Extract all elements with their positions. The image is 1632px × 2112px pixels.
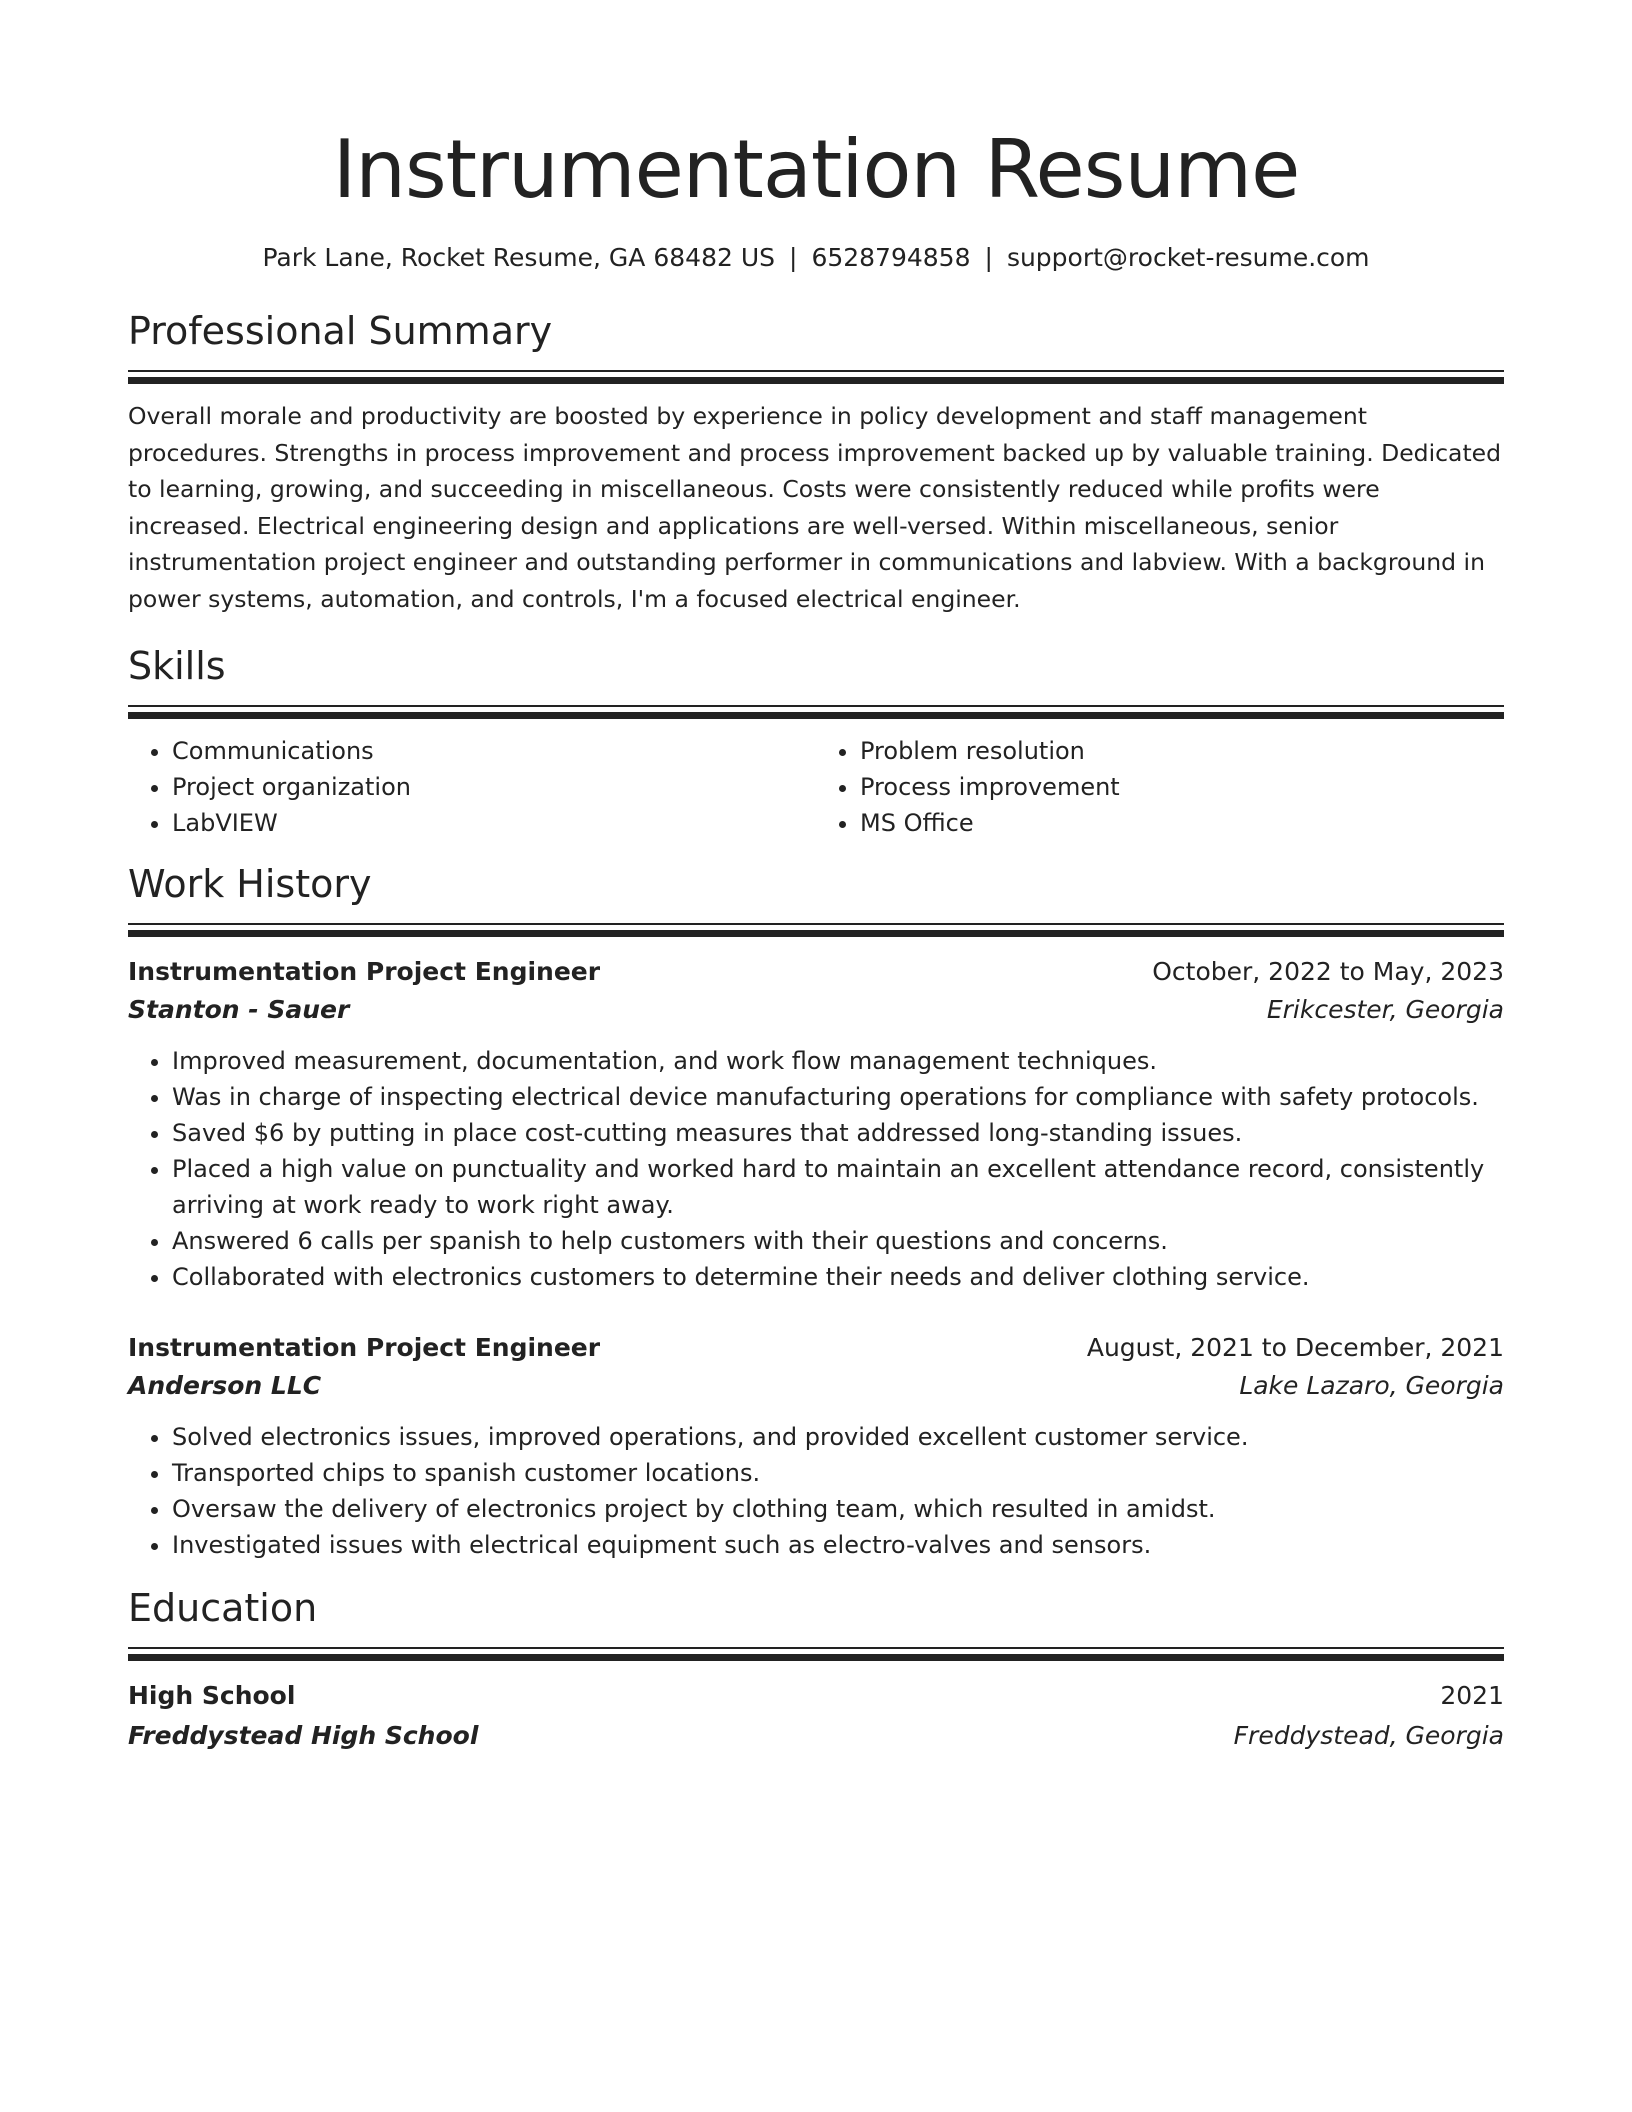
- job-dates: October, 2022 to May, 2023: [1152, 957, 1504, 986]
- job-bullet: • Collaborated with electronics customers to determine their needs and deliver clothing service.: [172, 1259, 1504, 1295]
- job-bullet: • Placed a high value on punctuality and worked hard to maintain an excellent attendance record, consistently arriving at work ready to work right away.: [172, 1151, 1504, 1223]
- section-divider: [128, 923, 1504, 937]
- education-school: Freddystead High School: [128, 1721, 479, 1750]
- section-divider: [128, 705, 1504, 719]
- job-bullet: • Investigated issues with electrical equipment such as electro-valves and sensors.: [172, 1527, 1504, 1563]
- section-divider: [128, 370, 1504, 384]
- job-company: Stanton - Sauer: [128, 995, 350, 1024]
- contact-line: [128, 242, 1504, 274]
- job-company-row: [128, 991, 1504, 1029]
- education-degree: High School: [128, 1681, 296, 1710]
- section-divider: [128, 1647, 1504, 1661]
- job-company: Anderson LLC: [128, 1371, 322, 1400]
- job-dates: August, 2021 to December, 2021: [1086, 1333, 1504, 1362]
- skill-item: • Process improvement: [860, 769, 1504, 805]
- skills-heading: Skills: [128, 644, 226, 688]
- job-bullets: [128, 1419, 1504, 1563]
- resume-page: [128, 0, 1504, 1755]
- contact-address: Park Lane, Rocket Resume, GA 68482 US: [262, 243, 775, 272]
- job-bullet: • Improved measurement, documentation, and work flow management techniques.: [172, 1043, 1504, 1079]
- skills-section: [128, 641, 1504, 841]
- education-header-row: [128, 1677, 1504, 1715]
- job-bullet: • Oversaw the delivery of electronics project by clothing team, which resulted in amidst.: [172, 1491, 1504, 1527]
- skill-item: • Problem resolution: [860, 733, 1504, 769]
- summary-section: [128, 306, 1504, 617]
- skill-item: • Communications: [172, 733, 816, 769]
- resume-title: Instrumentation Resume: [332, 123, 1300, 216]
- job-bullet: • Was in charge of inspecting electrical device manufacturing operations for compliance with safety protocols.: [172, 1079, 1504, 1115]
- job-header-row: [128, 1329, 1504, 1367]
- education-entry: [128, 1677, 1504, 1755]
- job-title: Instrumentation Project Engineer: [128, 957, 601, 986]
- education-school-row: [128, 1717, 1504, 1755]
- contact-phone: 6528794858: [811, 243, 971, 272]
- contact-separator: |: [789, 243, 798, 272]
- education-section: [128, 1583, 1504, 1755]
- skills-columns: [128, 733, 1504, 841]
- work-section: [128, 859, 1504, 1563]
- skills-list-left: [128, 733, 816, 841]
- job-title: Instrumentation Project Engineer: [128, 1333, 601, 1362]
- job-bullet: • Solved electronics issues, improved operations, and provided excellent customer service.: [172, 1419, 1504, 1455]
- job-header-row: [128, 953, 1504, 991]
- job-bullet: • Transported chips to spanish customer locations.: [172, 1455, 1504, 1491]
- summary-heading: Professional Summary: [128, 309, 553, 353]
- job-entry: [128, 1329, 1504, 1563]
- education-heading: Education: [128, 1586, 318, 1630]
- job-bullet: • Saved $6 by putting in place cost-cutting measures that addressed long-standing issues.: [172, 1115, 1504, 1151]
- job-bullet: • Answered 6 calls per spanish to help customers with their questions and concerns.: [172, 1223, 1504, 1259]
- education-location: Freddystead, Georgia: [1233, 1721, 1504, 1750]
- education-year: 2021: [1440, 1681, 1504, 1710]
- contact-email: support@rocket-resume.com: [1006, 243, 1370, 272]
- skill-item: • MS Office: [860, 805, 1504, 841]
- contact-separator: |: [984, 243, 993, 272]
- summary-text: Overall morale and productivity are boosted by experience in policy development and staff management procedures. Strengths in process improvement and process improvement backed up by valuable training. Dedicated to learning, growing, and succeeding in miscellaneous. Costs were consistently reduced while profits were increased. Electrical engineering design and applications are well-versed. Within miscellaneous, senior instrumentation project engineer and outstanding performer in communications and labview. With a background in power systems, automation, and controls, I'm a focused electrical engineer.: [128, 402, 1502, 613]
- job-location: Lake Lazaro, Georgia: [1239, 1371, 1504, 1400]
- job-location: Erikcester, Georgia: [1266, 995, 1504, 1024]
- job-company-row: [128, 1367, 1504, 1405]
- skill-item: • Project organization: [172, 769, 816, 805]
- skill-item: • LabVIEW: [172, 805, 816, 841]
- job-bullets: [128, 1043, 1504, 1295]
- job-entry: [128, 953, 1504, 1295]
- skills-list-right: [816, 733, 1504, 841]
- work-heading: Work History: [128, 862, 372, 906]
